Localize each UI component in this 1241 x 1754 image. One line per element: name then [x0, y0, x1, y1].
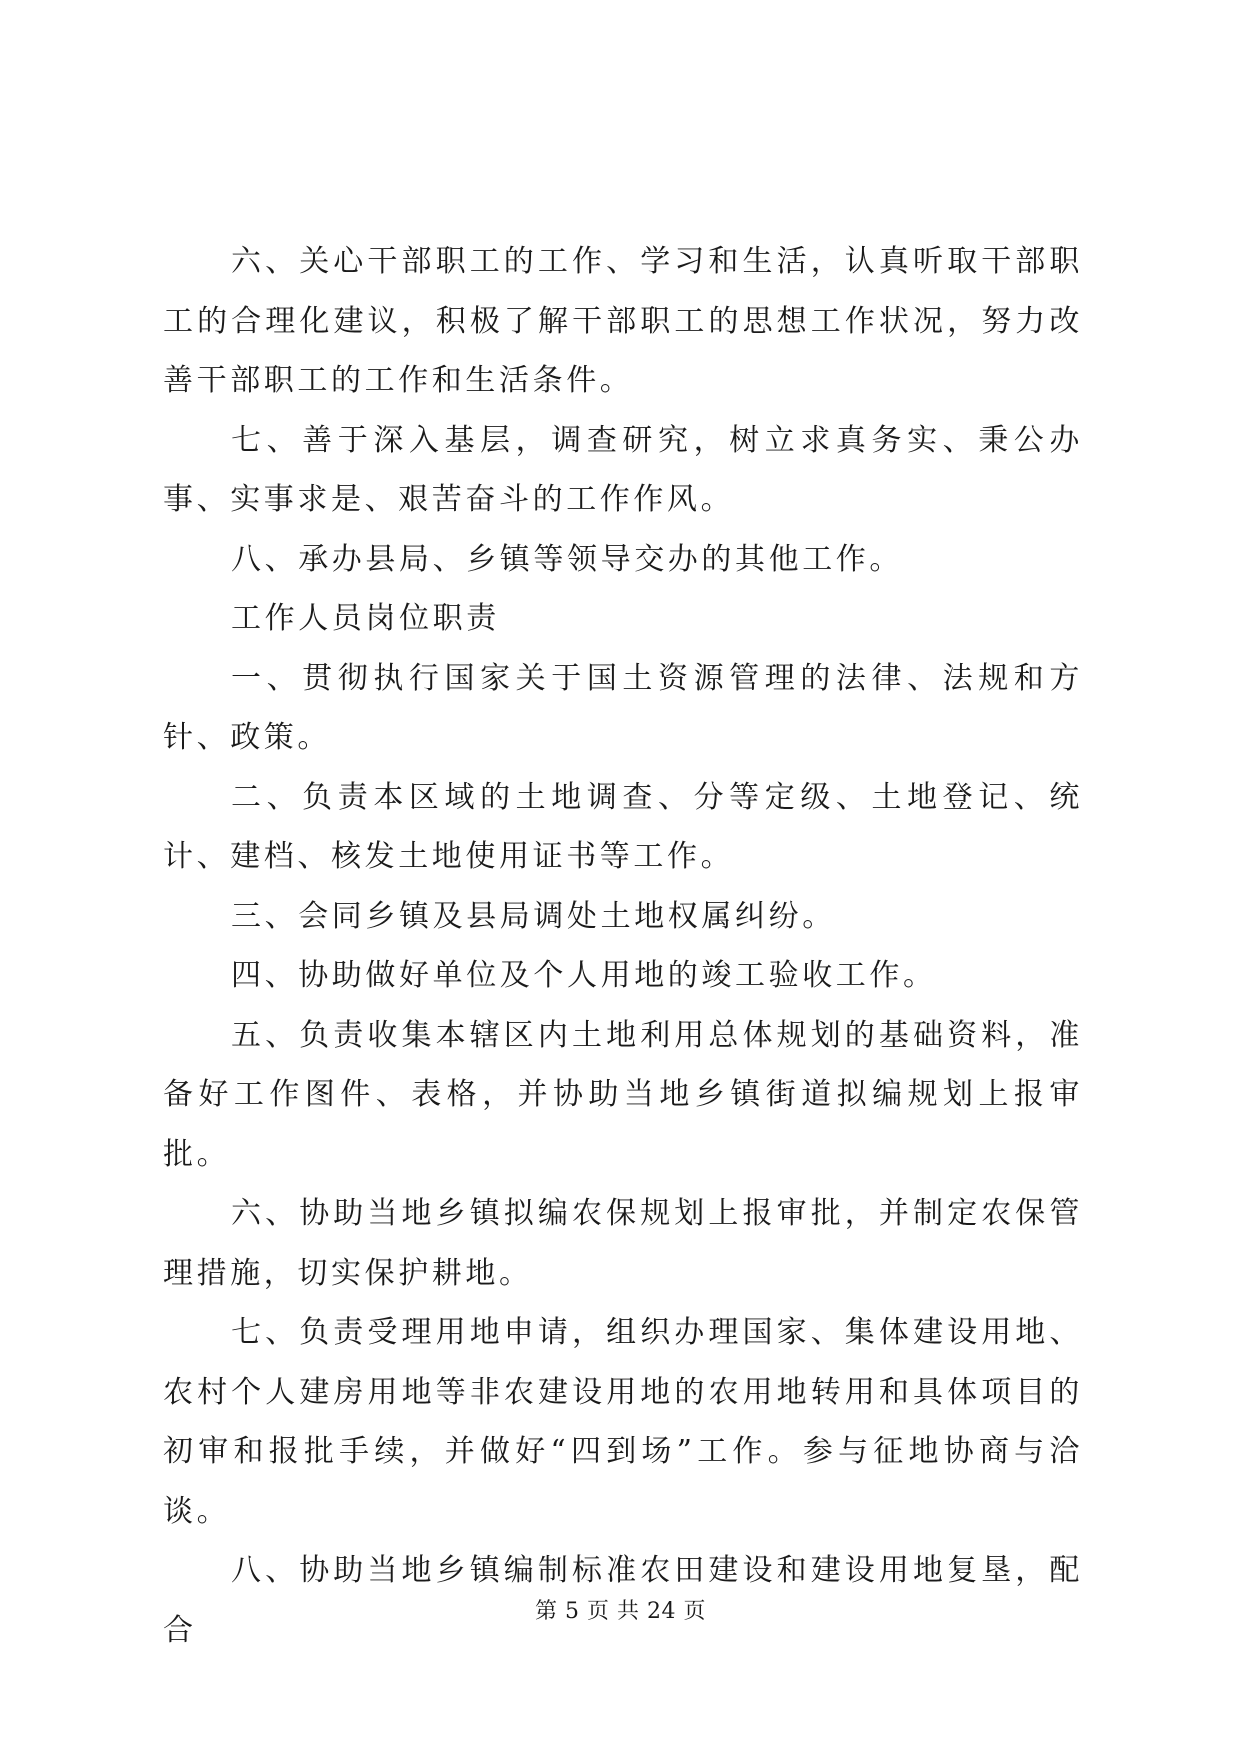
paragraph: 二、负责本区域的土地调查、分等定级、土地登记、统计、建档、核发土地使用证书等工作。 [163, 779, 1083, 874]
paragraph: 三、会同乡镇及县局调处土地权属纠纷。 [231, 898, 836, 934]
paragraph: 四、协助做好单位及个人用地的竣工验收工作。 [231, 958, 937, 993]
page-number-footer: 第 5 页 共 24 页 [535, 1599, 706, 1624]
section-heading: 工作人员岗位职责 [231, 601, 500, 636]
document-body [163, 232, 1083, 1660]
paragraph: 八、协助当地乡镇编制标准农田建设和建设用地复垦，配合 [163, 1553, 1083, 1648]
paragraph: 六、关心干部职工的工作、学习和生活，认真听取干部职工的合理化建议，积极了解干部职工的思想工作状况，努力改善干部职工的工作和生活条件。 [163, 244, 1083, 398]
paragraph: 五、负责收集本辖区内土地利用总体规划的基础资料，准备好工作图件、表格，并协助当地乡镇街道拟编规划上报审批。 [163, 1017, 1083, 1172]
paragraph: 六、协助当地乡镇拟编农保规划上报审批，并制定农保管理措施，切实保护耕地。 [163, 1196, 1083, 1291]
paragraph: 八、承办县局、乡镇等领导交办的其他工作。 [231, 541, 903, 577]
paragraph: 七、善于深入基层，调查研究，树立求真务实、秉公办事、实事求是、艰苦奋斗的工作作风。 [163, 422, 1083, 517]
paragraph: 七、负责受理用地申请，组织办理国家、集体建设用地、农村个人建房用地等非农建设用地的农用地转用和具体项目的初审和报批手续，并做好“四到场”工作。参与征地协商与洽谈。 [163, 1315, 1083, 1529]
paragraph: 一、贯彻执行国家关于国土资源管理的法律、法规和方针、政策。 [163, 660, 1083, 755]
